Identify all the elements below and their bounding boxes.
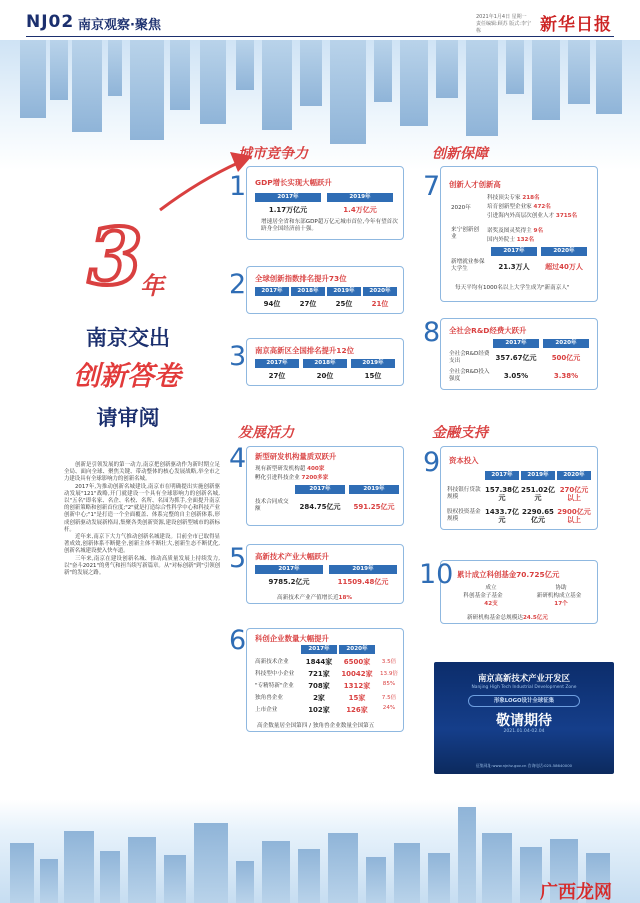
col-header: 2018年 [303, 359, 347, 368]
body-paragraph: 三年来,南京在建设创新名城、推动高质量发展上持续发力,以"奋斗2021"的勇气和担当续写新篇章。从"对标创新"到"引领创新"的发展之路。 [64, 555, 220, 577]
value-cell: 21.3万人 [498, 263, 530, 271]
col-header: 2017年 [493, 339, 539, 348]
row-label: 科技型中小企业 [255, 671, 295, 677]
card-number: 7 [423, 171, 441, 202]
row-label: 高新技术企业 [255, 659, 289, 665]
row-label: 技术合同成交额 [255, 499, 289, 512]
headline-line1: 南京交出 [86, 325, 170, 350]
header-divider [26, 36, 614, 37]
card-title: 全球创新指数排名提升73位 [255, 274, 347, 283]
value-cell: 20位 [316, 372, 334, 380]
value-cell: 27位 [299, 300, 317, 308]
talent-stat: 科技顶尖专家 218名 [487, 195, 540, 201]
col-header: 2017年 [301, 645, 337, 654]
card-note: 高新技术产业产值增长近18% [277, 595, 352, 601]
card-title: 资本投入 [449, 456, 479, 465]
col-header: 2019年 [349, 485, 399, 494]
value-cell: 94位 [263, 300, 281, 308]
value-cell: 2290.65亿元 [522, 508, 554, 524]
body-paragraph: 创新是引领发展的第一动力,南京把创新驱动作为新时期立足全局、面向全球、聚焦关键、带动整体的核心发展战略,举全市之力建设具有全球影响力的创新名城。 [64, 462, 220, 483]
talent-stat: 诺奖及图灵奖得主 9名 [487, 228, 544, 234]
newspaper-logo: 新华日报 [540, 15, 612, 35]
headline-line2: 创新答卷 [73, 361, 181, 392]
col-header: 2020年 [543, 339, 589, 348]
row-label: 孵化引进科技企业 7200多家 [255, 475, 329, 481]
row-label: 2020年 [451, 205, 471, 211]
card-number: 9 [423, 447, 441, 478]
col-header: 2020年 [339, 645, 375, 654]
row-label: 现有新型研发机构超 400家 [255, 466, 325, 472]
card-title: 累计成立科创基金70.725亿元 [457, 570, 560, 579]
col-header: 2019年 [351, 359, 395, 368]
card-note: 每天平均有1000名以上大学生成为"新南京人" [455, 285, 570, 291]
ad-title: 南京高新技术产业开发区 [477, 673, 571, 683]
card-title: 科创企业数量大幅提升 [255, 634, 329, 643]
value-cell: 85% [382, 681, 396, 687]
card-title: 新型研发机构量质双跃升 [255, 452, 337, 461]
col-header: 2020年 [363, 287, 397, 296]
body-paragraph: 2017年,为推动创新名城建设,南京市在明确提出实施创新驱动发展"121"战略,开门就建设一个具有全球影响力的创新名城,以"五名"即名家、名企、名校、名所、名园为抓手,全面提升南京的创新策略和创新首位度;"2"就是打造综合性科学中心和科技产业创新中心;"1"是打造一个全面覆盖、体系完整的自主创新体系,形成创新驱动发展新格局,集聚各类创新资源,建设创新型城市的新标杆。 [64, 483, 220, 533]
talent-stat: 国内外院士 132名 [487, 237, 535, 243]
card-number: 4 [229, 443, 247, 474]
headline-year-char: 年 [140, 271, 164, 300]
card-rd-institutions [229, 443, 404, 526]
value-cell: 7.5倍 [381, 695, 397, 701]
value-cell: 6500家 [343, 658, 371, 666]
value-cell: 13.9倍 [379, 671, 399, 677]
col-header: 2017年 [485, 471, 519, 480]
row-label: "专精特新"企业 [255, 683, 294, 689]
col-header: 2017年 [255, 565, 323, 574]
card-tech-enterprises [229, 625, 404, 732]
col-header: 2020年 [541, 247, 587, 256]
col-header: 2019年 [327, 193, 393, 202]
card-title: 全社会R&D经费大跃升 [449, 326, 527, 335]
value-cell: 591.25亿元 [353, 503, 395, 511]
card-hitech-industry [229, 543, 404, 604]
col-header: 2017年 [255, 193, 321, 202]
value-cell: 21位 [371, 300, 389, 308]
section-title-guarantee: 创新保障 [432, 146, 488, 162]
value-cell: 15家 [348, 694, 366, 702]
issue-meta [476, 14, 532, 35]
section-title-finance: 金融支持 [432, 425, 488, 441]
row-label: 来宁创新创业 [451, 227, 479, 240]
card-capital [423, 446, 598, 530]
value-cell: 3.38% [553, 372, 579, 380]
section-title-vitality: 发展活力 [238, 425, 294, 441]
value-cell: 1433.7亿元 [485, 508, 520, 524]
value-cell: 721家 [308, 670, 330, 678]
column-title: 南京观察·聚焦 [78, 18, 161, 33]
value-cell: 1312家 [343, 682, 371, 690]
value-cell: 超过40万人 [545, 263, 583, 271]
card-number: 5 [229, 543, 247, 574]
card-rd-spending [423, 317, 598, 390]
value-cell: 1.4万亿元 [343, 206, 377, 214]
value-cell: 15位 [364, 372, 382, 380]
row-label: 股权投资基金规模 [447, 509, 481, 522]
card-note: 增速居全省和东部GDP超万亿元城市首位,今年有望首次跻身全国经济前十强。 [261, 219, 398, 232]
col-header: 2017年 [255, 287, 289, 296]
headline-line3: 请审阅 [96, 405, 160, 430]
value-cell: 270亿元以上 [559, 486, 589, 502]
value-cell: 126家 [346, 706, 368, 714]
value-cell: 251.02亿元 [521, 486, 556, 502]
card-note: 新研机构基金总规模达24.5亿元 [467, 615, 548, 621]
col-header: 2017年 [255, 359, 299, 368]
card-note: 高企数量居全国第四 / 独角兽企业数量全国第五 [257, 723, 375, 729]
row-label: 上市企业 [255, 707, 278, 713]
col-header: 2019年 [327, 287, 361, 296]
card-number: 1 [229, 171, 247, 202]
body-paragraph: 近年来,南京下大力气推动创新名城建设。目前全市已取得显著成效,创新体系不断健全,创新主体不断壮大,创新生态不断优化,创新名城建设驶入快车道。 [64, 534, 220, 555]
col-header: 2019年 [521, 471, 555, 480]
value-cell: 708家 [308, 682, 330, 690]
value-cell: 1.17万亿元 [268, 206, 308, 214]
value-cell: 24% [382, 705, 396, 711]
card-title: 高新技术产业大幅跃升 [255, 552, 329, 561]
col-header: 2020年 [557, 471, 591, 480]
card-number: 6 [229, 625, 247, 656]
value-cell: 3.5倍 [381, 659, 397, 665]
value-cell: 500亿元 [551, 354, 581, 362]
talent-stat: 引进海内外高层次创业人才 3715名 [487, 213, 578, 219]
editor-credit: 责任编辑:顾苏 版式:李宁栋 [476, 21, 531, 34]
site-watermark: 广西龙网 [540, 882, 612, 903]
card-number: 8 [423, 317, 441, 348]
ad-coming-soon: 敬请期待 [496, 713, 552, 729]
fund-value: 42支 [484, 601, 498, 607]
row-label: 全社会R&D投入强度 [449, 369, 490, 382]
card-title: GDP增长实现大幅跃升 [255, 178, 332, 187]
col-header: 2019年 [329, 565, 397, 574]
ad-english: Nanjing High Tech Industrial Development Zone [471, 685, 577, 690]
card-innovation-index [229, 266, 404, 314]
value-cell: 3.05% [503, 372, 529, 380]
page-code: NJ02 [26, 12, 75, 32]
value-cell: 25位 [335, 300, 353, 308]
value-cell: 27位 [268, 372, 286, 380]
fund-label: 科创基金子基金 [463, 593, 503, 599]
issue-date: 2021年1月4日 星期一 [476, 14, 527, 20]
value-cell: 9785.2亿元 [268, 578, 310, 586]
fund-label: 协助 [555, 585, 567, 591]
fund-label: 新研机构成立基金 [536, 593, 582, 599]
col-header: 2017年 [491, 247, 537, 256]
card-number: 2 [229, 269, 247, 300]
value-cell: 2900亿元以上 [557, 508, 591, 524]
fund-label: 成立 [485, 585, 497, 591]
ad-dates: 2021.01.04-02.04 [503, 729, 545, 734]
section-title-competitiveness: 城市竞争力 [238, 146, 308, 162]
headline-number: 3 [88, 212, 143, 303]
card-gdp [229, 166, 404, 240]
card-number: 10 [419, 559, 454, 590]
row-label: 新增就业参保大学生 [451, 259, 485, 272]
row-label: 全社会R&D经费支出 [449, 351, 490, 364]
skyline-top [0, 40, 640, 170]
row-label: 科技银行贷款规模 [447, 487, 481, 500]
card-title: 南京高新区全国排名提升12位 [255, 346, 354, 355]
article-body [64, 462, 220, 577]
value-cell: 1844家 [305, 658, 333, 666]
col-header: 2017年 [295, 485, 345, 494]
fund-value: 17个 [554, 601, 568, 607]
card-title: 创新人才创新高 [449, 180, 501, 189]
value-cell: 284.75亿元 [299, 503, 341, 511]
row-label: 独角兽企业 [255, 695, 283, 701]
card-hitech-zone [229, 338, 404, 386]
value-cell: 357.67亿元 [495, 354, 537, 362]
value-cell: 11509.48亿元 [337, 578, 389, 586]
value-cell: 157.38亿元 [485, 486, 520, 502]
card-number: 3 [229, 341, 247, 372]
value-cell: 102家 [308, 706, 330, 714]
value-cell: 10042家 [341, 670, 373, 678]
card-funds [419, 559, 598, 624]
card-talent [423, 166, 598, 302]
ad-contact: 征集网址:www.njnhz.gov.cn 咨询电话:025-58640000 [475, 763, 573, 768]
value-cell: 2家 [313, 694, 325, 702]
col-header: 2018年 [291, 287, 325, 296]
talent-stat: 培育创新型企业家 472名 [487, 204, 551, 210]
ad-logo-contest-button[interactable]: 形象LOGO设计全球征集 [468, 695, 580, 707]
